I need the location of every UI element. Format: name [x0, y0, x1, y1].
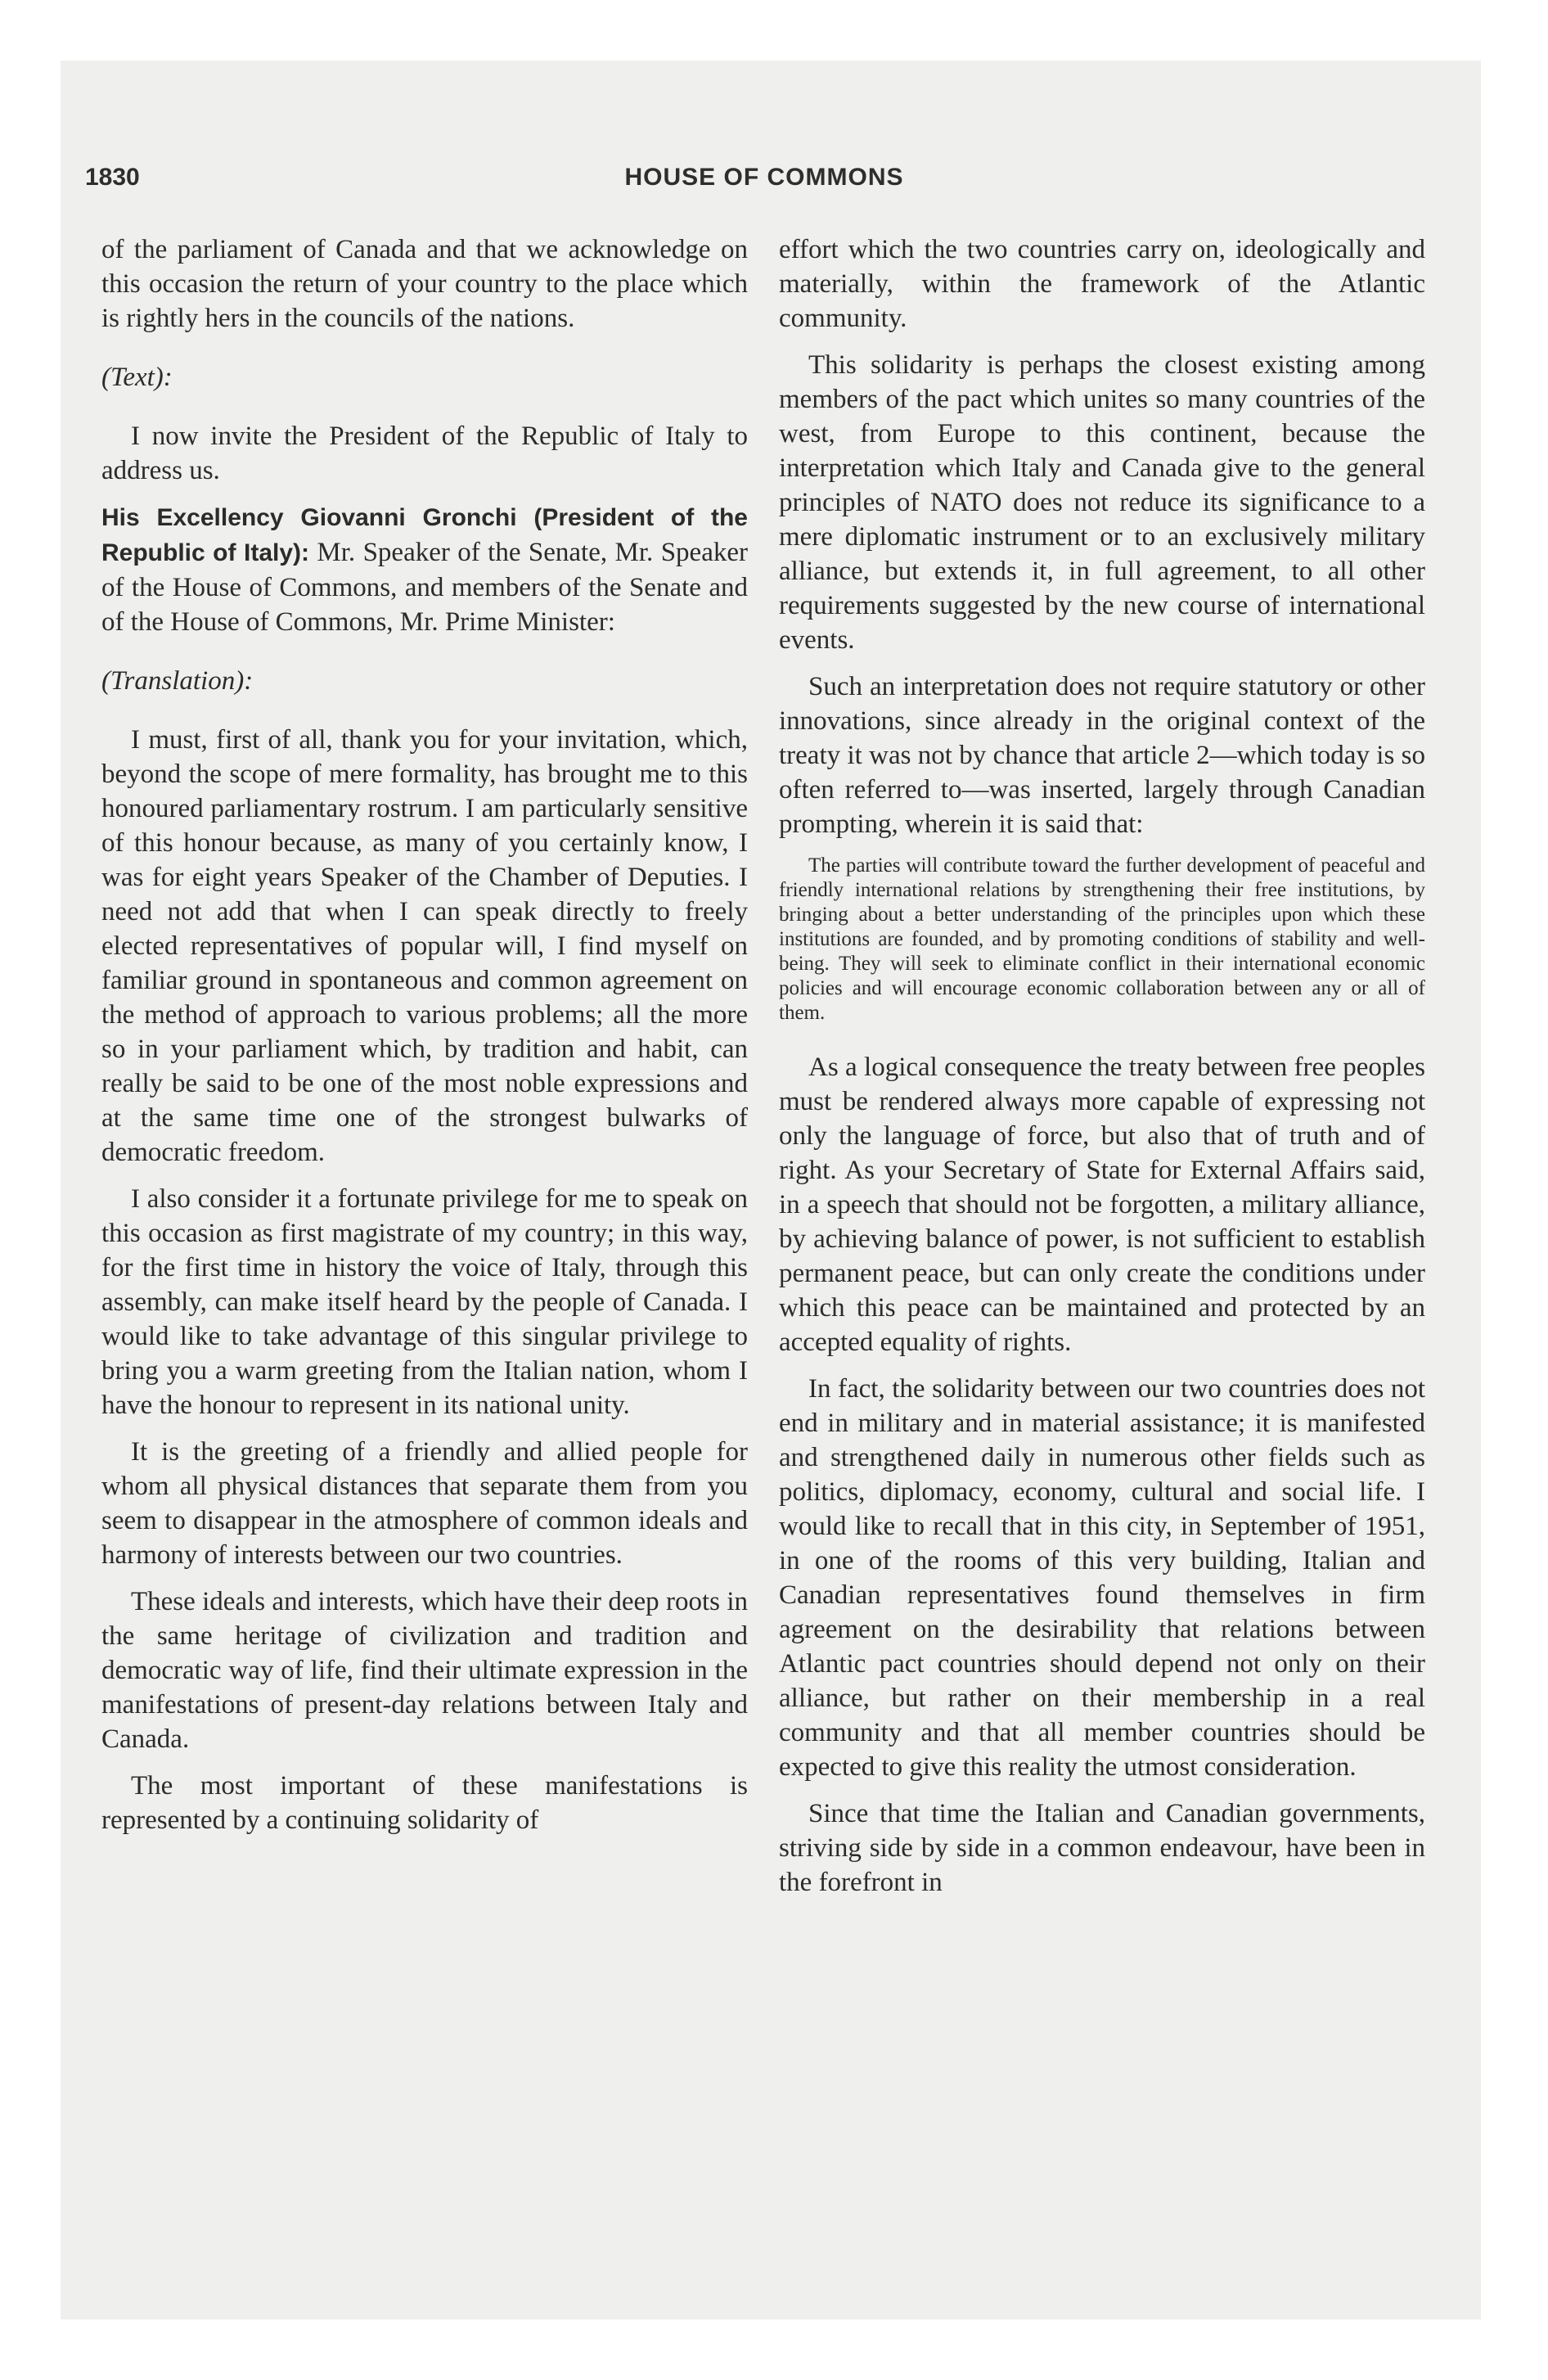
section-label-text: (Text):	[101, 363, 173, 392]
paragraph: Since that time the Italian and Canadian governments, striving side by side in a common endeavour, have been in the forefront in	[779, 1799, 1425, 1897]
paragraph: As a logical consequence the treaty between free peoples must be rendered always more capable of expressing not only the language of force, but also that of truth and of right. As your Secretary of State for External Affairs said, in a speech that should not be forgotten, a military alliance, by achieving balance of power, is not sufficient to establish permanent peace, but can only create the conditions under which this peace can be maintained and protected by an accepted equality of rights.	[779, 1053, 1425, 1357]
paragraph: In fact, the solidarity between our two countries does not end in military and in material assistance; it is manifested and strengthened daily in numerous other fields such as politics, diplomacy, economy, cultural and social life. I would like to recall that in this city, in September of 1951, in one of the rooms of this very building, Italian and Canadian representatives found themselves in firm agreement on the desirability that relations between Atlantic pact countries should depend not only on their alliance, but rather on their membership in a real community and that all member countries should be expected to give this reality the utmost consideration.	[779, 1374, 1425, 1782]
right-column	[779, 232, 1425, 1912]
speech-paragraph	[101, 500, 748, 639]
paragraph: I also consider it a fortunate privilege for me to speak on this occasion as first magistrate of my country; in this way, for the first time in history the voice of Italy, through this assembly, can make itself heard by the people of Canada. I would like to take advantage of this singular privilege to bring you a warm greeting from the Italian nation, whom I have the honour to represent in its national unity.	[101, 1184, 748, 1420]
paragraph: of the parliament of Canada and that we acknowledge on this occasion the return of your country to the place which is rightly hers in the councils of the nations.	[101, 235, 748, 333]
paragraph: Such an interpretation does not require statutory or other innovations, since already in the original context of the treaty it was not by chance that article 2—which today is so often referred to—was inserted, largely through Canadian prompting, wherein it is said that:	[779, 672, 1425, 839]
running-head: HOUSE OF COMMONS	[624, 164, 904, 191]
treaty-quote	[779, 854, 1425, 1025]
paragraph: These ideals and interests, which have their deep roots in the same heritage of civilization and tradition and democratic way of life, find their ultimate expression in the manifestations of present-day relations between Italy and Canada.	[101, 1587, 748, 1754]
paragraph: This solidarity is perhaps the closest existing among members of the pact which unites so many countries of the west, from Europe to this continent, because the interpretation which Italy and Canada give to the general principles of NATO does not reduce its significance to a mere diplomatic instrument or to an exclusively military alliance, but extends it, in full agreement, to all other requirements suggested by the new course of international events.	[779, 350, 1425, 655]
paragraph: effort which the two countries carry on, ideologically and materially, within the framework of the Atlantic community.	[779, 235, 1425, 333]
quote-text: The parties will contribute toward the further development of peaceful and friendly international relations by strengthening their free institutions, by bringing about a better understanding of the principles upon which these institutions are founded, and by promoting conditions of stability and well-being. They will seek to eliminate conflict in their international economic policies and will encourage economic collaboration between any or all of them.	[779, 854, 1425, 1024]
section-label-translation: (Translation):	[101, 666, 254, 696]
page-number: 1830	[85, 164, 140, 191]
speaker-name: His Excellency Giovanni Gronchi (President of the Republic of Italy):	[101, 504, 748, 566]
paragraph: I now invite the President of the Republic of Italy to address us.	[101, 421, 748, 485]
paragraph: It is the greeting of a friendly and allied people for whom all physical distances that separate them from you seem to disappear in the atmosphere of common ideals and harmony of interests between our two countries.	[101, 1437, 748, 1570]
page-header	[85, 160, 1443, 200]
speech-text: Mr. Speaker of the Senate, Mr. Speaker of the House of Commons, and members of the Senate and of the House of Commons, Mr. Prime Minister:	[101, 538, 748, 637]
paragraph: The most important of these manifestations is represented by a continuing solidarity of	[101, 1771, 748, 1835]
paragraph: I must, first of all, thank you for your invitation, which, beyond the scope of mere formality, has brought me to this honoured parliamentary rostrum. I am particularly sensitive of this honour because, as many of you certainly know, I was for eight years Speaker of the Chamber of Deputies. I need not add that when I can speak directly to freely elected representatives of popular will, I find myself on familiar ground in spontaneous and common agreement on the method of approach to various problems; all the more so in your parliament which, by tradition and habit, can really be said to be one of the most noble expressions and at the same time one of the strongest bulwarks of democratic freedom.	[101, 725, 748, 1167]
left-column	[101, 232, 748, 1850]
